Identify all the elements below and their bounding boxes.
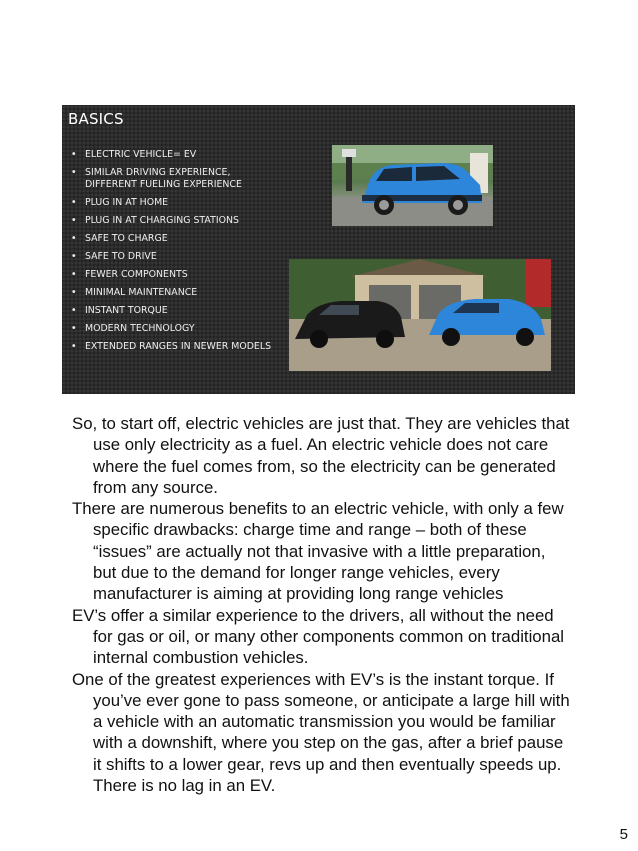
slide-bullet: • EXTENDED RANGES IN NEWER MODELS — [70, 341, 275, 353]
notes-paragraph: EV’s offer a similar experience to the drivers, all without the need for gas or oil, or many other components common on traditional internal combustion vehicles. — [72, 605, 565, 668]
slide-bullet: • SIMILAR DRIVING EXPERIENCE, DIFFERENT FUELING EXPERIENCE — [70, 167, 275, 191]
photo-blue-car-charging-drawing — [332, 145, 493, 226]
slide-bullet: • PLUG IN AT HOME — [70, 197, 275, 209]
slide-bullet: • MODERN TECHNOLOGY — [70, 323, 275, 335]
slide-bullet: • FEWER COMPONENTS — [70, 269, 275, 281]
slide-bullet: • ELECTRIC VEHICLE= EV — [70, 149, 275, 161]
slide-bullet: • INSTANT TORQUE — [70, 305, 275, 317]
slide-bullet: • SAFE TO DRIVE — [70, 251, 275, 263]
photo-two-cars-driveway — [289, 259, 551, 371]
speaker-notes — [72, 413, 572, 796]
slide — [62, 105, 575, 394]
photo-two-cars-driveway-drawing — [289, 259, 551, 371]
slide-title: BASICS — [68, 110, 124, 128]
notes-paragraph: There are numerous benefits to an electric vehicle, with only a few specific drawbacks: charge time and range – both of these “issues” are actually not that invasive with a little preparation, but due to the demand for longer range vehicles, every manufacturer is aiming at providing long range vehicles — [72, 499, 564, 604]
notes-paragraph: So, to start off, electric vehicles are just that. They are vehicles that use only electricity as a fuel. An electric vehicle does not care where the fuel comes from, so the electricity can be generated from any source. — [72, 414, 570, 497]
notes-paragraph: One of the greatest experiences with EV’s is the instant torque. If you’ve ever gone to pass someone, or anticipate a large hill with a vehicle with an automatic transmission you would be familiar with a downshift, where you step on the gas, after a brief pause it shifts to a lower gear, revs up and then eventually speeds up. There is no lag in an EV. — [72, 669, 570, 796]
slide-bullet-list — [70, 149, 275, 359]
slide-bullet: • SAFE TO CHARGE — [70, 233, 275, 245]
page-number: 5 — [619, 826, 628, 843]
photo-blue-car-charging — [332, 145, 493, 226]
slide-bullet: • PLUG IN AT CHARGING STATIONS — [70, 215, 275, 227]
slide-bullet: • MINIMAL MAINTENANCE — [70, 287, 275, 299]
